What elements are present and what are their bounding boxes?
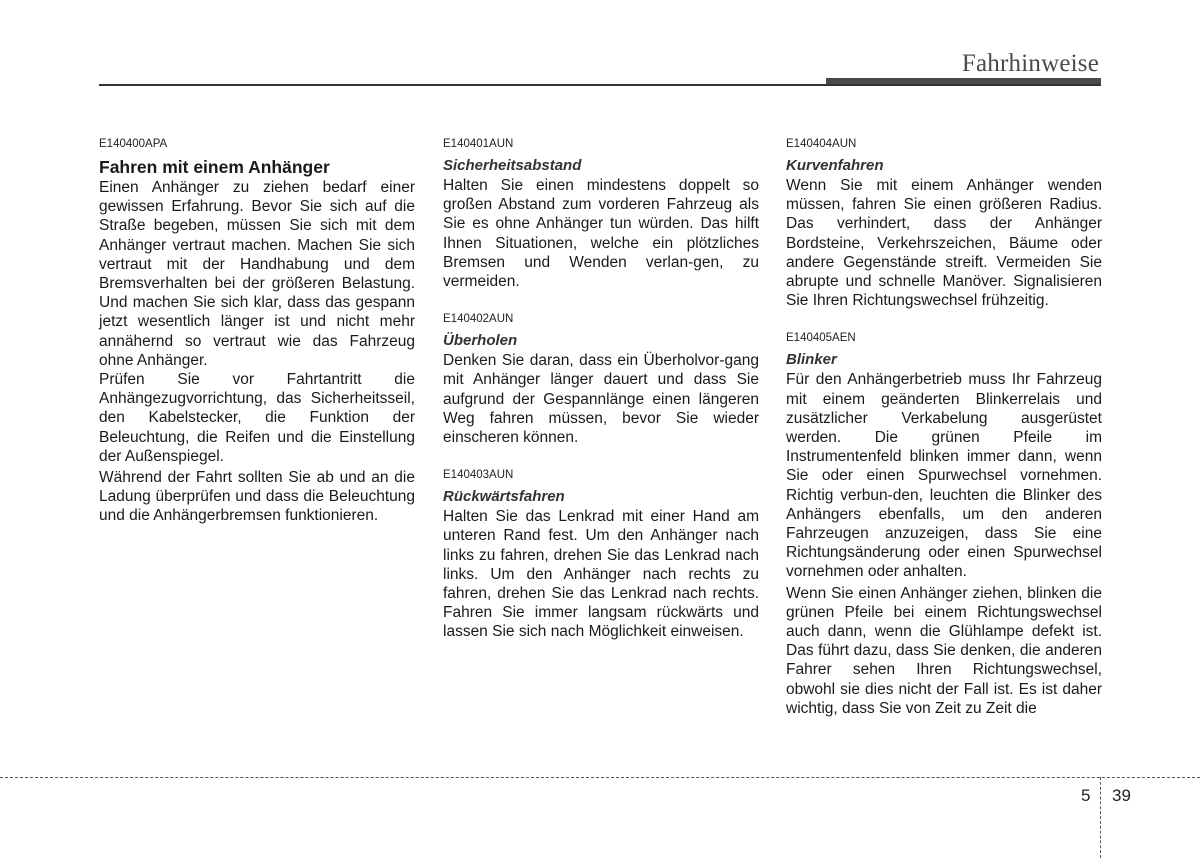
section-code: E140401AUN [443, 138, 514, 150]
section-code: E140400APA [99, 138, 168, 150]
section-sicherheitsabstand [443, 137, 759, 291]
footer-divider [0, 777, 1200, 778]
paragraph: Wenn Sie einen Anhänger ziehen, blinken die grünen Pfeile bei einem Richtungswechsel auch dann, wenn die Glühlampe defekt ist. Das führt dazu, dass Sie denken, die anderen Fahrer sehen Ihren Richtungswechsel, obwohl sie dies nicht der Fall ist. Es ist daher wichtig, dass Sie von Zeit zu Zeit die [786, 584, 1102, 717]
section-heading: Kurvenfahren [786, 157, 884, 174]
header-rule [99, 84, 1101, 86]
section-heading: Fahren mit einem Anhänger [99, 157, 330, 177]
section-heading: Rückwärtsfahren [443, 488, 565, 506]
column-1 [99, 135, 415, 526]
section-ueberholen [443, 312, 759, 447]
paragraph: Halten Sie einen mindestens doppelt so großen Abstand zum vorderen Fahrzeug als Sie es ohne Anhänger tun würden. Das hilft Ihnen Situationen, welche ein plötzliches Bremsen und Wenden verlan-gen, zu vermeiden. [443, 177, 759, 291]
chapter-number: 5 [1081, 786, 1091, 805]
section-code: E140405AEN [786, 332, 856, 345]
page-title: Fahrhinweise [961, 50, 1099, 77]
footer-vertical-divider [1100, 777, 1101, 858]
paragraph: Halten Sie das Lenkrad mit einer Hand am unteren Rand fest. Um den Anhänger nach links zu fahren, drehen Sie das Lenkrad nach links. Um den Anhänger nach rechts zu fahren, drehen Sie das Lenkrad nach rechts. Fahren Sie immer langsam rückwärts und lassen Sie sich nach Möglichkeit einweisen. [443, 508, 759, 641]
section-rueckwaertsfahren [443, 468, 759, 641]
section-heading: Sicherheitsabstand [443, 157, 582, 174]
section-heading: Überholen [443, 332, 518, 350]
section-blinker [786, 331, 1102, 718]
section-heading: Blinker [786, 351, 837, 369]
section-code: E140403AUN [443, 469, 514, 482]
paragraph: Einen Anhänger zu ziehen bedarf einer gewissen Erfahrung. Bevor Sie sich auf die Straße begeben, müssen Sie sich mit dem Anhänger vertraut machen. Machen Sie sich vertraut mit der Handhabung und dem Bremsverhalten bei der größeren Belastung. Und machen Sie sich klar, dass das gespann jetzt wesentlich länger ist und nicht mehr annähernd so vertraut wie das Fahrzeug ohne Anhänger. [99, 179, 415, 369]
section-code: E140402AUN [443, 313, 514, 326]
paragraph: Während der Fahrt sollten Sie ab und an die Ladung überprüfen und dass die Beleuchtung und die Anhängerbremsen funktionieren. [99, 469, 415, 525]
paragraph: Für den Anhängerbetrieb muss Ihr Fahrzeug mit einem geänderten Blinkerrelais und zusätzlicher Verkabelung ausgerüstet werden. Die grünen Pfeile im Instrumentenfeld blinken immer dann, wenn Sie oder einen Spurwechsel vornehmen. Richtig verbun-den, leuchten die Blinker des Anhängers ebenfalls, um den anderen Fahrzeugen anzuzeigen, dass Sie eine Richtungsänderung oder einen Spurwechsel vornehmen oder anhalten. [786, 371, 1102, 581]
column-3 [786, 135, 1102, 718]
paragraph: Prüfen Sie vor Fahrtantritt die Anhängezugvorrichtung, das Sicherheitsseil, den Kabelstecker, die Funktion der Beleuchtung, die Reifen und die Einstellung der Außenspiegel. [99, 371, 415, 465]
paragraph: Denken Sie daran, dass ein Überholvor-gang mit Anhänger länger dauert und dass Sie aufgrund der Gespannlänge einen längeren Weg fahren müssen, bevor Sie wieder einscheren können. [443, 352, 759, 447]
paragraph: Wenn Sie mit einem Anhänger wenden müssen, fahren Sie einen größeren Radius. Das verhindert, dass der Anhänger Bordsteine, Verkehrszeichen, Bäume oder andere Gegenstände streift. Vermeiden Sie abrupte und schnelle Manöver. Signalisieren Sie Ihren Richtungswechsel frühzeitig. [786, 177, 1102, 310]
page-number: 39 [1112, 786, 1131, 805]
section-code: E140404AUN [786, 138, 857, 150]
section-kurvenfahren [786, 137, 1102, 310]
column-2 [443, 135, 759, 642]
